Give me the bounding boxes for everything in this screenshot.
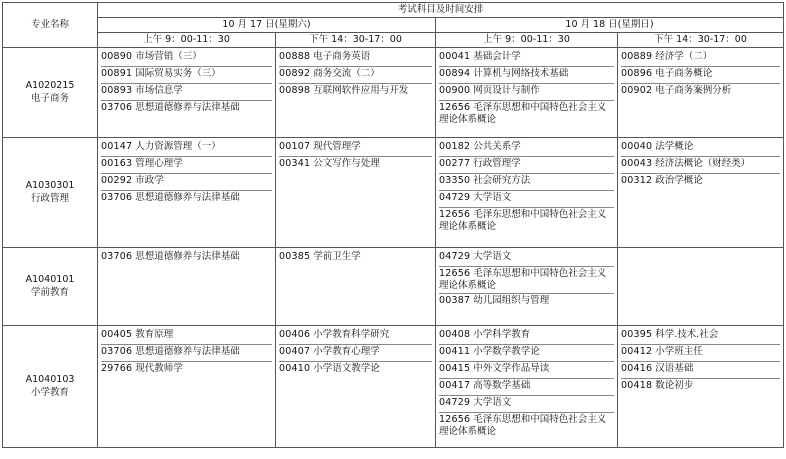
subject-name: 国际贸易实务（三） bbox=[135, 68, 221, 79]
subject-name: 电子商务概论 bbox=[655, 68, 713, 79]
subject-code: 00894 bbox=[439, 68, 471, 79]
exam-schedule-table bbox=[2, 2, 784, 448]
subject-entry bbox=[101, 157, 272, 174]
subject-name: 计算机与网络技术基础 bbox=[473, 68, 569, 79]
subject-name: 大学语文 bbox=[473, 397, 512, 408]
subject-code: 00107 bbox=[279, 141, 311, 152]
subject-code: 03706 bbox=[101, 251, 133, 262]
schedule-body bbox=[3, 48, 784, 448]
subject-code: 03350 bbox=[439, 175, 471, 186]
major-name: 学前教育 bbox=[30, 286, 69, 298]
subject-entry bbox=[101, 50, 272, 67]
subject-entry bbox=[279, 50, 432, 67]
subject-name: 政治学概论 bbox=[655, 175, 703, 186]
subject-entry bbox=[279, 140, 432, 157]
subject-entry bbox=[621, 157, 780, 174]
header-row-3 bbox=[3, 33, 784, 48]
subject-entry bbox=[439, 396, 614, 413]
subject-code: 00892 bbox=[279, 68, 311, 79]
subject-name: 思想道德修养与法律基础 bbox=[135, 346, 240, 357]
subject-code: 00406 bbox=[279, 329, 311, 340]
subject-entry bbox=[621, 174, 780, 190]
subject-code: 04729 bbox=[439, 192, 471, 203]
subject-entry bbox=[439, 140, 614, 157]
subject-code: 00312 bbox=[621, 175, 653, 186]
exam-slot-cell bbox=[618, 248, 784, 326]
subject-name: 大学语文 bbox=[473, 192, 512, 203]
subject-code: 00412 bbox=[621, 346, 653, 357]
subject-entry bbox=[439, 250, 614, 267]
major-cell bbox=[3, 48, 98, 138]
exam-slot-cell bbox=[436, 138, 618, 248]
subject-code: 00041 bbox=[439, 51, 471, 62]
major-code: A1030301 bbox=[25, 179, 75, 191]
subject-entry bbox=[279, 157, 432, 173]
subject-name: 公共关系学 bbox=[473, 141, 521, 152]
subject-name: 高等数学基础 bbox=[473, 380, 531, 391]
subject-name: 小学科学教育 bbox=[473, 329, 531, 340]
subject-name: 市场信息学 bbox=[135, 85, 183, 96]
subject-name: 教育原理 bbox=[135, 329, 174, 340]
day2-pm-header: 下午 14：30-17：00 bbox=[618, 33, 784, 48]
subject-code: 00888 bbox=[279, 51, 311, 62]
subject-name: 科学.技术.社会 bbox=[655, 329, 719, 340]
major-row bbox=[3, 326, 784, 448]
day2-header: 10 月 18 日(星期日) bbox=[436, 18, 784, 33]
subject-name: 学前卫生学 bbox=[313, 251, 361, 262]
subject-name: 行政管理学 bbox=[473, 158, 521, 169]
subject-name: 公文写作与处理 bbox=[313, 158, 380, 169]
exam-slot-cell bbox=[276, 48, 436, 138]
subject-code: 00415 bbox=[439, 363, 471, 374]
subject-entry bbox=[279, 67, 432, 84]
exam-slot-cell bbox=[98, 48, 276, 138]
subject-entry bbox=[439, 191, 614, 208]
subject-code: 00385 bbox=[279, 251, 311, 262]
subject-entry bbox=[101, 328, 272, 345]
subject-entry bbox=[439, 267, 614, 294]
subject-entry bbox=[101, 84, 272, 101]
day1-am-header: 上午 9：00-11：30 bbox=[98, 33, 276, 48]
subject-name: 经济学（二） bbox=[655, 51, 713, 62]
subject-entry bbox=[101, 250, 272, 266]
subject-code: 00416 bbox=[621, 363, 653, 374]
subject-code: 12656 bbox=[439, 102, 471, 113]
subject-code: 03706 bbox=[101, 346, 133, 357]
subject-code: 12656 bbox=[439, 268, 471, 279]
exam-slot-cell bbox=[276, 326, 436, 448]
exam-slot-cell bbox=[618, 138, 784, 248]
subject-entry bbox=[101, 101, 272, 117]
exam-slot-cell bbox=[98, 248, 276, 326]
subject-code: 00896 bbox=[621, 68, 653, 79]
major-cell bbox=[3, 326, 98, 448]
subject-code: 00889 bbox=[621, 51, 653, 62]
subject-code: 00292 bbox=[101, 175, 133, 186]
subject-code: 12656 bbox=[439, 414, 471, 425]
major-name: 电子商务 bbox=[30, 92, 69, 104]
subject-name: 现代教师学 bbox=[135, 363, 183, 374]
subject-code: 00405 bbox=[101, 329, 133, 340]
subject-entry bbox=[439, 157, 614, 174]
subject-code: 00341 bbox=[279, 158, 311, 169]
exam-slot-cell bbox=[98, 138, 276, 248]
subject-name: 管理心理学 bbox=[135, 158, 183, 169]
exam-slot-cell bbox=[276, 248, 436, 326]
subject-entry bbox=[279, 84, 432, 100]
subject-name: 幼儿园组织与管理 bbox=[473, 294, 550, 306]
subject-entry bbox=[621, 140, 780, 157]
subject-name: 小学教育科学研究 bbox=[313, 329, 390, 340]
subject-entry bbox=[101, 140, 272, 157]
subject-name: 网页设计与制作 bbox=[473, 85, 540, 96]
subject-name: 社会研究方法 bbox=[473, 175, 531, 186]
subject-entry bbox=[621, 345, 780, 362]
exam-slot-cell bbox=[436, 248, 618, 326]
major-cell bbox=[3, 138, 98, 248]
subject-entry bbox=[279, 345, 432, 362]
subject-entry bbox=[439, 294, 614, 310]
subject-entry bbox=[439, 174, 614, 191]
subject-entry bbox=[279, 362, 432, 378]
day1-header: 10 月 17 日(星期六) bbox=[98, 18, 436, 33]
subject-name: 大学语文 bbox=[473, 251, 512, 262]
subject-entry bbox=[439, 208, 614, 234]
subject-entry bbox=[621, 84, 780, 100]
subject-code: 04729 bbox=[439, 251, 471, 262]
subject-entry bbox=[439, 413, 614, 439]
subject-entry bbox=[621, 50, 780, 67]
subject-code: 00898 bbox=[279, 85, 311, 96]
subject-name: 思想道德修养与法律基础 bbox=[135, 192, 240, 203]
subject-name: 商务交流（二） bbox=[313, 68, 380, 79]
subject-name: 思想道德修养与法律基础 bbox=[135, 102, 240, 113]
subject-entry bbox=[621, 67, 780, 84]
subject-name: 人力资源管理（一） bbox=[135, 141, 221, 152]
subject-entry bbox=[439, 84, 614, 101]
subject-name: 思想道德修养与法律基础 bbox=[135, 251, 240, 262]
header-row-1 bbox=[3, 3, 784, 18]
subject-entry bbox=[101, 191, 272, 207]
subject-name: 毛泽东思想和中国特色社会主义理论体系概论 bbox=[439, 414, 607, 437]
subject-entry bbox=[101, 345, 272, 362]
subject-code: 00043 bbox=[621, 158, 653, 169]
subject-code: 00900 bbox=[439, 85, 471, 96]
subject-entry bbox=[439, 345, 614, 362]
subject-entry bbox=[621, 379, 780, 395]
header-row-2 bbox=[3, 18, 784, 33]
exam-slot-cell bbox=[98, 326, 276, 448]
subject-name: 数论初步 bbox=[655, 380, 694, 391]
subject-name: 经济法概论（财经类） bbox=[655, 158, 751, 169]
subject-entry bbox=[101, 362, 272, 378]
subject-entry bbox=[279, 250, 432, 266]
subject-code: 04729 bbox=[439, 397, 471, 408]
major-row bbox=[3, 138, 784, 248]
subject-code: 00395 bbox=[621, 329, 653, 340]
exam-slot-cell bbox=[618, 48, 784, 138]
subject-code: 00417 bbox=[439, 380, 471, 391]
subject-entry bbox=[439, 101, 614, 127]
subject-name: 市政学 bbox=[135, 175, 164, 186]
subject-name: 毛泽东思想和中国特色社会主义理论体系概论 bbox=[439, 209, 607, 232]
subject-name: 小学语文教学论 bbox=[313, 363, 380, 374]
subject-code: 00410 bbox=[279, 363, 311, 374]
subject-code: 00277 bbox=[439, 158, 471, 169]
subject-code: 00040 bbox=[621, 141, 653, 152]
subject-code: 00893 bbox=[101, 85, 133, 96]
schedule-title: 考试科目及时间安排 bbox=[98, 3, 784, 18]
subject-code: 00408 bbox=[439, 329, 471, 340]
subject-entry bbox=[621, 362, 780, 379]
subject-entry bbox=[279, 328, 432, 345]
subject-name: 互联网软件应用与开发 bbox=[313, 85, 409, 96]
subject-entry bbox=[439, 328, 614, 345]
exam-slot-cell bbox=[618, 326, 784, 448]
subject-entry bbox=[439, 67, 614, 84]
subject-entry bbox=[621, 328, 780, 345]
subject-name: 市场营销（三） bbox=[135, 51, 202, 62]
subject-code: 00418 bbox=[621, 380, 653, 391]
subject-name: 汉语基础 bbox=[655, 363, 694, 374]
subject-name: 法学概论 bbox=[655, 141, 694, 152]
major-name: 小学教育 bbox=[30, 386, 69, 398]
subject-code: 12656 bbox=[439, 209, 471, 220]
major-row bbox=[3, 48, 784, 138]
major-cell bbox=[3, 248, 98, 326]
subject-name: 基础会计学 bbox=[473, 51, 521, 62]
subject-name: 电子商务英语 bbox=[313, 51, 371, 62]
subject-code: 00387 bbox=[439, 294, 471, 306]
subject-entry bbox=[101, 174, 272, 191]
major-column-header: 专业名称 bbox=[3, 3, 98, 48]
major-row bbox=[3, 248, 784, 326]
exam-slot-cell bbox=[276, 138, 436, 248]
subject-code: 00891 bbox=[101, 68, 133, 79]
subject-code: 00890 bbox=[101, 51, 133, 62]
subject-entry bbox=[439, 50, 614, 67]
subject-name: 电子商务案例分析 bbox=[655, 85, 732, 96]
subject-code: 29766 bbox=[101, 363, 133, 374]
subject-name: 毛泽东思想和中国特色社会主义理论体系概论 bbox=[439, 268, 607, 291]
major-code: A1020215 bbox=[25, 79, 75, 91]
major-name: 行政管理 bbox=[30, 192, 69, 204]
subject-code: 00147 bbox=[101, 141, 133, 152]
day2-am-header: 上午 9：00-11：30 bbox=[436, 33, 618, 48]
subject-code: 03706 bbox=[101, 102, 133, 113]
subject-code: 00411 bbox=[439, 346, 471, 357]
subject-entry bbox=[101, 67, 272, 84]
exam-slot-cell bbox=[436, 326, 618, 448]
subject-entry bbox=[439, 379, 614, 396]
subject-name: 现代管理学 bbox=[313, 141, 361, 152]
subject-code: 00407 bbox=[279, 346, 311, 357]
subject-name: 小学教育心理学 bbox=[313, 346, 380, 357]
subject-code: 00163 bbox=[101, 158, 133, 169]
subject-entry bbox=[439, 362, 614, 379]
subject-name: 小学班主任 bbox=[655, 346, 703, 357]
subject-code: 00182 bbox=[439, 141, 471, 152]
subject-code: 00902 bbox=[621, 85, 653, 96]
subject-code: 03706 bbox=[101, 192, 133, 203]
subject-name: 中外文学作品导读 bbox=[473, 363, 550, 374]
major-code: A1040101 bbox=[25, 273, 75, 285]
subject-name: 毛泽东思想和中国特色社会主义理论体系概论 bbox=[439, 102, 607, 125]
exam-slot-cell bbox=[436, 48, 618, 138]
subject-name: 小学数学教学论 bbox=[473, 346, 540, 357]
major-code: A1040103 bbox=[25, 373, 75, 385]
day1-pm-header: 下午 14：30-17：00 bbox=[276, 33, 436, 48]
